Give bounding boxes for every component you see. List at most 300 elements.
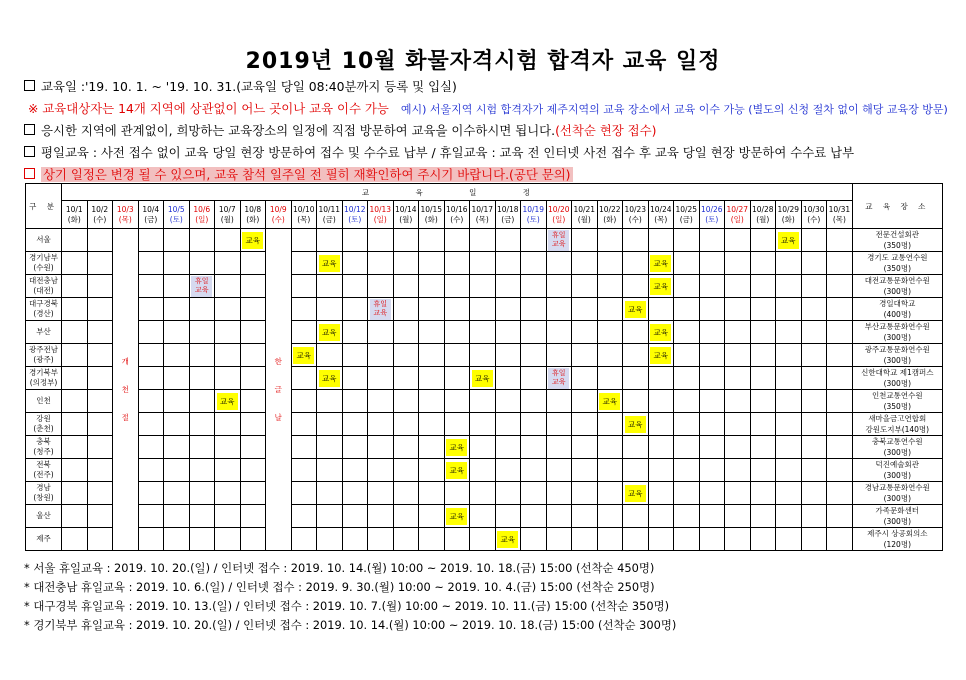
place-label: (300명) bbox=[883, 287, 911, 296]
schedule-cell bbox=[215, 459, 241, 482]
schedule-cell bbox=[291, 344, 317, 367]
place-label: 신한대학교 제1캠퍼스 bbox=[861, 368, 934, 377]
schedule-cell bbox=[291, 459, 317, 482]
schedule-cell bbox=[444, 459, 470, 482]
schedule-cell bbox=[317, 298, 343, 321]
table-row bbox=[26, 252, 943, 275]
region-cell bbox=[26, 252, 62, 275]
note-period: 교육일 :'19. 10. 1. ~ '19. 10. 31.(교육일 당일 08:40분까지 등록 및 입실) bbox=[24, 76, 954, 98]
date-label: 10/2 bbox=[91, 204, 109, 214]
schedule-cell bbox=[62, 298, 88, 321]
schedule-cell bbox=[189, 229, 215, 252]
schedule-cell bbox=[776, 252, 802, 275]
date-label: 10/8 bbox=[244, 204, 262, 214]
table-row bbox=[26, 229, 943, 252]
date-header bbox=[801, 201, 827, 229]
schedule-cell bbox=[827, 275, 853, 298]
schedule-cell bbox=[776, 482, 802, 505]
schedule-cell bbox=[393, 252, 419, 275]
schedule-cell bbox=[342, 229, 368, 252]
schedule-cell bbox=[572, 459, 598, 482]
place-label: 경남교통문화연수원 bbox=[864, 483, 930, 492]
schedule-cell bbox=[368, 275, 394, 298]
date-header bbox=[368, 201, 394, 229]
schedule-cell bbox=[827, 229, 853, 252]
schedule-cell bbox=[495, 252, 521, 275]
schedule-cell bbox=[801, 528, 827, 551]
weekday-label: (토) bbox=[348, 214, 362, 224]
date-label: 10/18 bbox=[496, 204, 519, 214]
holiday-label: 휴일 bbox=[194, 276, 209, 285]
schedule-cell bbox=[750, 482, 776, 505]
region-label: 경남 bbox=[36, 483, 51, 492]
schedule-cell bbox=[521, 459, 547, 482]
schedule-cell bbox=[725, 505, 751, 528]
date-label: 10/28 bbox=[751, 204, 774, 214]
schedule-cell bbox=[317, 229, 343, 252]
region-label: 경기남부 bbox=[29, 253, 58, 262]
schedule-cell bbox=[317, 275, 343, 298]
schedule-cell bbox=[776, 505, 802, 528]
weekday-label: (수) bbox=[271, 214, 285, 224]
schedule-cell bbox=[776, 321, 802, 344]
schedule-cell bbox=[444, 413, 470, 436]
schedule-cell bbox=[572, 321, 598, 344]
schedule-cell bbox=[521, 344, 547, 367]
schedule-table bbox=[25, 183, 943, 551]
date-label: 10/31 bbox=[828, 204, 851, 214]
schedule-cell bbox=[725, 344, 751, 367]
date-header bbox=[164, 201, 190, 229]
schedule-cell bbox=[419, 390, 445, 413]
place-label: 강원도지부(140명) bbox=[865, 425, 930, 434]
schedule-cell bbox=[623, 275, 649, 298]
schedule-cell bbox=[495, 413, 521, 436]
schedule-cell bbox=[419, 252, 445, 275]
schedule-cell bbox=[776, 344, 802, 367]
schedule-cell bbox=[801, 275, 827, 298]
place-cell bbox=[852, 390, 942, 413]
schedule-cell bbox=[750, 528, 776, 551]
date-header bbox=[291, 201, 317, 229]
schedule-cell bbox=[215, 390, 241, 413]
weekday-label: (목) bbox=[297, 214, 311, 224]
page-title: 2019년 10월 화물자격시험 합격자 교육 일정 bbox=[245, 49, 721, 74]
schedule-cell bbox=[546, 436, 572, 459]
schedule-cell bbox=[164, 298, 190, 321]
schedule-cell bbox=[597, 482, 623, 505]
date-header bbox=[521, 201, 547, 229]
schedule-cell bbox=[62, 344, 88, 367]
schedule-cell bbox=[419, 229, 445, 252]
date-header bbox=[776, 201, 802, 229]
schedule-cell bbox=[827, 528, 853, 551]
schedule-cell bbox=[674, 413, 700, 436]
table-row bbox=[26, 459, 943, 482]
schedule-cell bbox=[470, 459, 496, 482]
schedule-cell bbox=[240, 482, 266, 505]
vertical-char: 개 bbox=[121, 356, 129, 366]
schedule-cell bbox=[597, 252, 623, 275]
schedule-cell bbox=[521, 528, 547, 551]
date-label: 10/26 bbox=[700, 204, 723, 214]
schedule-cell bbox=[750, 321, 776, 344]
schedule-cell bbox=[699, 482, 725, 505]
date-header bbox=[674, 201, 700, 229]
region-label: 제주 bbox=[36, 534, 51, 543]
schedule-cell bbox=[572, 229, 598, 252]
schedule-cell bbox=[444, 528, 470, 551]
schedule-cell bbox=[827, 390, 853, 413]
schedule-cell bbox=[572, 275, 598, 298]
schedule-cell bbox=[87, 505, 113, 528]
schedule-cell bbox=[572, 390, 598, 413]
table-row bbox=[26, 482, 943, 505]
schedule-cell bbox=[597, 413, 623, 436]
schedule-cell bbox=[648, 275, 674, 298]
footnotes bbox=[24, 559, 954, 635]
schedule-cell bbox=[495, 459, 521, 482]
schedule-cell bbox=[419, 436, 445, 459]
region-cell bbox=[26, 298, 62, 321]
schedule-cell bbox=[648, 321, 674, 344]
schedule-cell bbox=[138, 459, 164, 482]
region-label: (춘천) bbox=[33, 424, 54, 433]
schedule-cell bbox=[240, 321, 266, 344]
schedule-cell bbox=[215, 436, 241, 459]
schedule-cell bbox=[776, 390, 802, 413]
schedule-cell bbox=[674, 528, 700, 551]
schedule-cell bbox=[342, 413, 368, 436]
place-label: 부산교통문화연수원 bbox=[864, 322, 930, 331]
region-cell bbox=[26, 482, 62, 505]
schedule-cell bbox=[674, 390, 700, 413]
schedule-cell bbox=[776, 413, 802, 436]
schedule-cell bbox=[393, 367, 419, 390]
weekday-label: (일) bbox=[373, 214, 387, 224]
place-cell bbox=[852, 229, 942, 252]
schedule-cell bbox=[291, 321, 317, 344]
date-label: 10/6 bbox=[193, 204, 211, 214]
holiday-label: 휴일 bbox=[551, 368, 566, 377]
schedule-cell bbox=[470, 390, 496, 413]
date-header bbox=[419, 201, 445, 229]
weekday-label: (화) bbox=[246, 214, 260, 224]
weekday-label: (월) bbox=[399, 214, 413, 224]
weekday-label: (금) bbox=[322, 214, 336, 224]
region-label: 경기북부 bbox=[29, 368, 58, 377]
schedule-cell bbox=[470, 413, 496, 436]
schedule-cell bbox=[291, 413, 317, 436]
weekday-label: (화) bbox=[67, 214, 81, 224]
date-label: 10/3 bbox=[116, 204, 134, 214]
edu-marker: 교육 bbox=[778, 232, 799, 249]
schedule-cell bbox=[138, 390, 164, 413]
schedule-cell bbox=[419, 528, 445, 551]
region-cell bbox=[26, 275, 62, 298]
place-label: (400명) bbox=[883, 310, 911, 319]
edu-marker: 교육 bbox=[625, 485, 646, 502]
table-row bbox=[26, 275, 943, 298]
place-label: (300명) bbox=[883, 448, 911, 457]
region-label: 대구경북 bbox=[29, 299, 58, 308]
schedule-cell bbox=[827, 436, 853, 459]
schedule-cell bbox=[342, 344, 368, 367]
schedule-cell bbox=[419, 344, 445, 367]
schedule-cell bbox=[699, 413, 725, 436]
schedule-cell bbox=[342, 390, 368, 413]
place-label: (350명) bbox=[883, 264, 911, 273]
schedule-cell bbox=[291, 229, 317, 252]
schedule-cell bbox=[674, 298, 700, 321]
schedule-cell bbox=[827, 298, 853, 321]
region-label: (전주) bbox=[33, 470, 54, 479]
schedule-cell bbox=[546, 252, 572, 275]
date-header bbox=[597, 201, 623, 229]
schedule-cell bbox=[572, 413, 598, 436]
date-label: 10/29 bbox=[777, 204, 800, 214]
schedule-cell bbox=[317, 390, 343, 413]
place-label: 경일대학교 bbox=[879, 299, 916, 308]
schedule-cell bbox=[470, 321, 496, 344]
table-row bbox=[26, 298, 943, 321]
schedule-cell bbox=[444, 482, 470, 505]
schedule-cell bbox=[674, 505, 700, 528]
schedule-cell bbox=[521, 482, 547, 505]
schedule-cell bbox=[674, 482, 700, 505]
place-label: (300명) bbox=[883, 494, 911, 503]
schedule-cell bbox=[546, 344, 572, 367]
holiday-edu-marker bbox=[191, 276, 212, 297]
edu-marker: 교육 bbox=[599, 393, 620, 410]
date-label: 10/19 bbox=[522, 204, 545, 214]
region-cell bbox=[26, 413, 62, 436]
schedule-cell bbox=[317, 413, 343, 436]
date-label: 10/5 bbox=[167, 204, 185, 214]
schedule-cell bbox=[291, 252, 317, 275]
schedule-cell bbox=[725, 436, 751, 459]
schedule-cell bbox=[725, 321, 751, 344]
schedule-cell bbox=[87, 229, 113, 252]
schedule-cell bbox=[648, 229, 674, 252]
schedule-cell bbox=[801, 298, 827, 321]
schedule-cell bbox=[444, 298, 470, 321]
schedule-cell bbox=[291, 436, 317, 459]
schedule-cell bbox=[572, 298, 598, 321]
schedule-cell bbox=[648, 390, 674, 413]
schedule-cell bbox=[648, 298, 674, 321]
schedule-cell bbox=[393, 298, 419, 321]
weekday-label: (목) bbox=[654, 214, 668, 224]
schedule-cell bbox=[699, 252, 725, 275]
schedule-cell bbox=[342, 436, 368, 459]
edu-marker: 교육 bbox=[217, 393, 238, 410]
date-header bbox=[827, 201, 853, 229]
schedule-cell bbox=[648, 436, 674, 459]
note-weekday-holiday: 평일교육 : 사전 접수 없이 교육 당일 현장 방문하여 접수 및 수수료 납부 / 휴일교육 : 교육 전 인터넷 사전 접수 후 교육 당일 현장 방문하여 수수료 납부 bbox=[24, 142, 954, 164]
schedule-cell bbox=[138, 275, 164, 298]
vertical-char: 글 bbox=[274, 384, 282, 394]
schedule-cell bbox=[521, 252, 547, 275]
footnote-seoul: * 서울 휴일교육 : 2019. 10. 20.(일) / 인터넷 접수 : 2019. 10. 14.(월) 10:00 ~ 2019. 10. 18.(금) 15:00 (선착순 450명) bbox=[24, 561, 655, 575]
schedule-cell bbox=[597, 436, 623, 459]
footnote-gyeonggi-north: * 경기북부 휴일교육 : 2019. 10. 20.(일) / 인터넷 접수 : 2019. 10. 14.(월) 10:00 ~ 2019. 10. 18.(금) 15:00 (선착순 300명) bbox=[24, 618, 677, 632]
date-label: 10/30 bbox=[802, 204, 825, 214]
schedule-cell bbox=[62, 390, 88, 413]
place-label: 제주시 상공회의소 bbox=[867, 529, 928, 538]
schedule-cell bbox=[393, 229, 419, 252]
schedule-cell bbox=[317, 321, 343, 344]
schedule-cell bbox=[87, 459, 113, 482]
schedule-cell bbox=[62, 436, 88, 459]
schedule-cell bbox=[189, 298, 215, 321]
region-cell bbox=[26, 229, 62, 252]
schedule-cell bbox=[87, 528, 113, 551]
schedule-cell bbox=[572, 436, 598, 459]
schedule-cell bbox=[495, 275, 521, 298]
schedule-cell bbox=[521, 367, 547, 390]
weekday-label: (일) bbox=[730, 214, 744, 224]
schedule-cell bbox=[87, 344, 113, 367]
schedule-cell bbox=[291, 505, 317, 528]
schedule-cell bbox=[572, 528, 598, 551]
schedule-cell bbox=[393, 482, 419, 505]
region-label: 서울 bbox=[36, 235, 51, 244]
place-cell bbox=[852, 252, 942, 275]
weekday-label: (목) bbox=[475, 214, 489, 224]
schedule-cell bbox=[87, 367, 113, 390]
schedule-cell bbox=[801, 413, 827, 436]
schedule-cell bbox=[801, 482, 827, 505]
schedule-cell bbox=[750, 298, 776, 321]
schedule-cell bbox=[368, 436, 394, 459]
date-header bbox=[62, 201, 88, 229]
table-row bbox=[26, 367, 943, 390]
schedule-cell bbox=[776, 229, 802, 252]
date-label: 10/14 bbox=[394, 204, 417, 214]
weekday-label: (화) bbox=[781, 214, 795, 224]
place-cell bbox=[852, 321, 942, 344]
schedule-cell bbox=[801, 229, 827, 252]
schedule-cell bbox=[215, 482, 241, 505]
schedule-cell bbox=[62, 482, 88, 505]
table-row bbox=[26, 505, 943, 528]
schedule-cell bbox=[725, 252, 751, 275]
weekday-label: (월) bbox=[577, 214, 591, 224]
schedule-cell bbox=[291, 390, 317, 413]
weekday-label: (토) bbox=[705, 214, 719, 224]
schedule-cell bbox=[699, 298, 725, 321]
edu-marker: 교육 bbox=[650, 278, 671, 295]
schedule-cell bbox=[164, 275, 190, 298]
schedule-cell bbox=[444, 505, 470, 528]
schedule-cell bbox=[699, 436, 725, 459]
place-label: (350명) bbox=[883, 241, 911, 250]
schedule-cell bbox=[648, 505, 674, 528]
schedule-cell bbox=[750, 252, 776, 275]
holiday-label: 휴일 bbox=[373, 299, 388, 308]
region-label: 강원 bbox=[36, 414, 51, 423]
schedule-cell bbox=[138, 252, 164, 275]
schedule-cell bbox=[470, 344, 496, 367]
place-cell bbox=[852, 436, 942, 459]
weekday-label: (금) bbox=[501, 214, 515, 224]
schedule-cell bbox=[495, 482, 521, 505]
schedule-cell bbox=[572, 367, 598, 390]
schedule-cell bbox=[725, 459, 751, 482]
schedule-cell bbox=[215, 321, 241, 344]
schedule-cell bbox=[699, 528, 725, 551]
schedule-cell bbox=[546, 367, 572, 390]
place-label: 덕진예술회관 bbox=[875, 460, 920, 469]
table-row bbox=[26, 344, 943, 367]
schedule-cell bbox=[444, 252, 470, 275]
footnote-daejeon: * 대전충남 휴일교육 : 2019. 10. 6.(일) / 인터넷 접수 : 2019. 9. 30.(월) 10:00 ~ 2019. 10. 4.(금) 15:00 (선착순 250명) bbox=[24, 580, 655, 594]
schedule-cell bbox=[827, 367, 853, 390]
schedule-cell bbox=[164, 413, 190, 436]
date-header bbox=[266, 201, 292, 229]
schedule-cell bbox=[240, 252, 266, 275]
place-label: (300명) bbox=[883, 471, 911, 480]
schedule-cell bbox=[215, 298, 241, 321]
schedule-cell bbox=[189, 252, 215, 275]
weekday-label: (토) bbox=[526, 214, 540, 224]
schedule-cell bbox=[699, 275, 725, 298]
schedule-cell bbox=[291, 298, 317, 321]
schedule-cell bbox=[546, 298, 572, 321]
schedule-cell bbox=[419, 482, 445, 505]
place-label: 전문건설회관 bbox=[875, 230, 920, 239]
date-header bbox=[725, 201, 751, 229]
weekday-label: (일) bbox=[195, 214, 209, 224]
date-header bbox=[113, 201, 139, 229]
schedule-cell bbox=[138, 436, 164, 459]
schedule-cell bbox=[240, 229, 266, 252]
schedule-cell bbox=[521, 321, 547, 344]
date-header bbox=[87, 201, 113, 229]
schedule-cell bbox=[801, 505, 827, 528]
region-cell bbox=[26, 436, 62, 459]
weekday-label: (수) bbox=[628, 214, 642, 224]
schedule-cell bbox=[801, 367, 827, 390]
schedule-cell bbox=[801, 321, 827, 344]
schedule-cell bbox=[87, 298, 113, 321]
schedule-cell bbox=[827, 505, 853, 528]
schedule-cell bbox=[240, 413, 266, 436]
schedule-cell bbox=[368, 459, 394, 482]
schedule-cell bbox=[725, 482, 751, 505]
schedule-cell bbox=[495, 505, 521, 528]
schedule-cell bbox=[495, 390, 521, 413]
date-label: 10/21 bbox=[573, 204, 596, 214]
place-label: 새마을금고연합회 bbox=[868, 414, 927, 423]
schedule-cell bbox=[62, 459, 88, 482]
schedule-cell bbox=[342, 528, 368, 551]
weekday-label: (금) bbox=[144, 214, 158, 224]
schedule-cell bbox=[597, 459, 623, 482]
schedule-cell bbox=[240, 344, 266, 367]
schedule-cell bbox=[750, 390, 776, 413]
schedule-cell bbox=[470, 367, 496, 390]
schedule-cell bbox=[750, 505, 776, 528]
weekday-label: (목) bbox=[118, 214, 132, 224]
schedule-cell bbox=[674, 459, 700, 482]
holiday-label: 교육 bbox=[373, 308, 388, 317]
place-cell bbox=[852, 344, 942, 367]
edu-marker: 교육 bbox=[650, 347, 671, 364]
schedule-cell bbox=[750, 413, 776, 436]
date-label: 10/1 bbox=[65, 204, 83, 214]
